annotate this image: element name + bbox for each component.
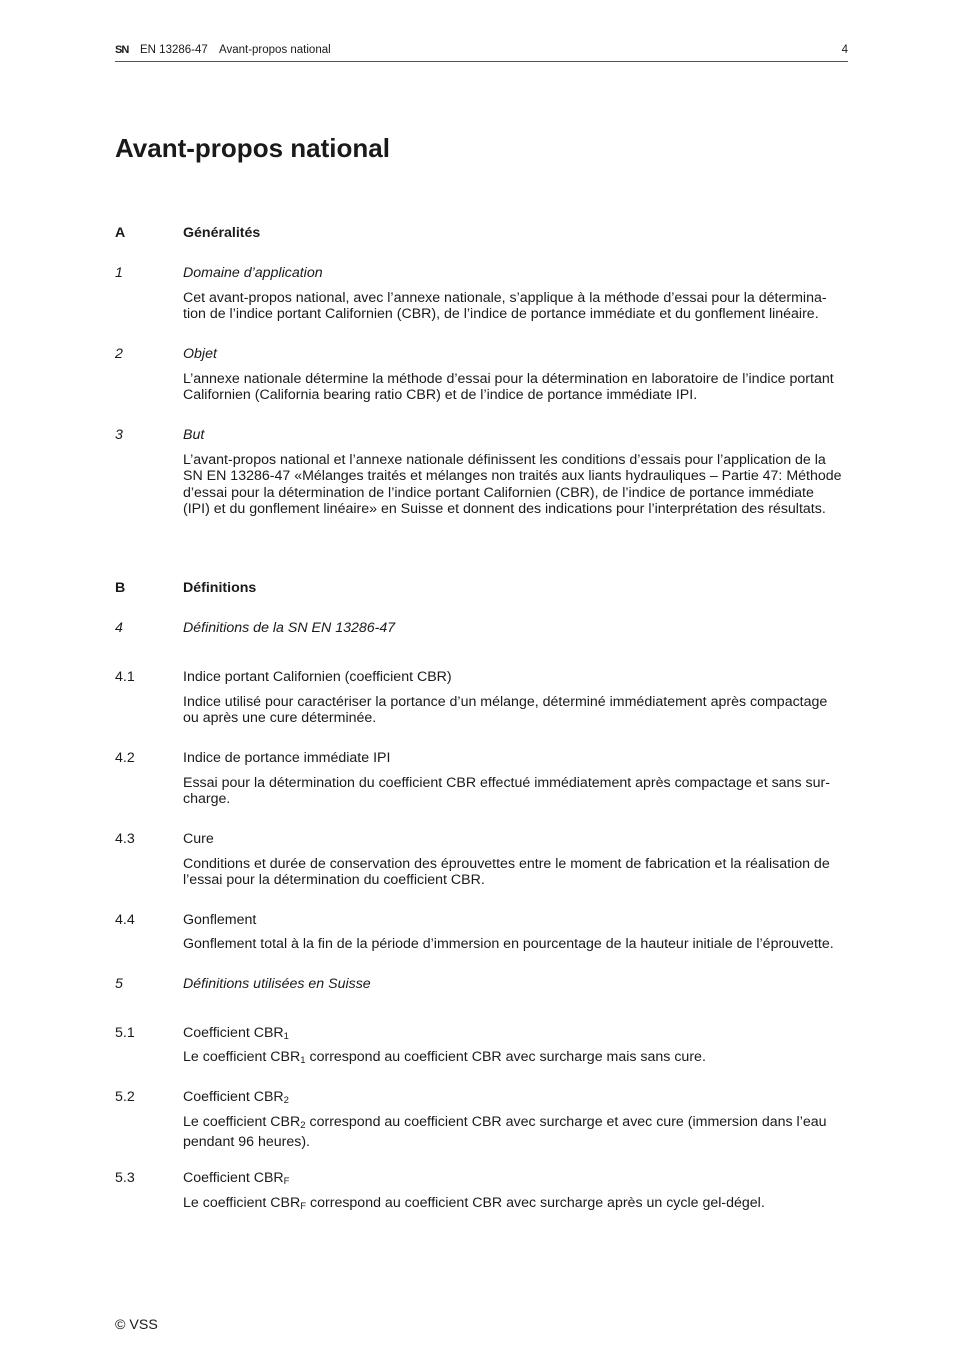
section-a-title: Généralités [183,225,261,241]
item-4-4-title: Gonflement [183,912,257,928]
item-4-4-number: 4.4 [115,912,135,928]
item-5-2-title: Coefficient $CBR_2$ [183,1089,289,1106]
item-4-3-title: Cure [183,831,214,847]
text-line: (IPI) et du gonflement linéaire» en Suisse et donnent des indications pour l’interprétation des résultats. [183,500,826,517]
text-line: L’avant-propos national et l’annexe nationale définissent les conditions d’essais pour l’application de la [183,452,826,468]
item-2-title: Objet [183,346,217,362]
item-4-3-number: 4.3 [115,831,135,847]
item-5-number: 5 [115,976,123,992]
section-b-number: B [115,580,126,596]
item-4-2-body [183,775,848,808]
item-3-body [183,452,848,517]
item-4-4-body [183,936,848,952]
item-1-body [183,290,848,323]
item-4-3-body [183,856,848,889]
item-5-3-body [183,1195,848,1215]
item-5-1-title: Coefficient $CBR_1$ [183,1025,289,1042]
item-4-1-number: 4.1 [115,669,135,685]
item-4-number: 4 [115,620,123,636]
text-line: Californien (California bearing ratio CBR) et de l’indice de portance immédiate IPI. [183,387,698,404]
item-4-1-title: Indice portant Californien (coefficient CBR) [183,669,452,685]
item-5-3-title: Coefficient $CBR_F$ [183,1170,290,1187]
header-standard: EN 13286-47 [140,44,208,56]
text-line: Le coefficient $CBR_2$ correspond au coefficient CBR avec surcharge et avec cure (immersion dans l’eau [183,1114,827,1131]
page-header [115,44,848,62]
text-line: Essai pour la détermination du coefficient CBR effectué immédiatement après compactage et sans sur- [183,775,830,791]
item-5-title: Définitions utilisées en Suisse [183,976,371,992]
text-line: ou après une cure déterminée. [183,710,377,727]
item-5-1-number: 5.1 [115,1025,135,1041]
text-line: Indice utilisé pour caractériser la portance d’un mélange, déterminé immédiatement après compactage [183,694,828,710]
text-line: Gonflement total à la fin de la période d’immersion en pourcentage de la hauteur initiale de l’éprouvette. [183,936,834,952]
item-5-2-body [183,1114,848,1151]
item-5-3-number: 5.3 [115,1170,135,1186]
section-b-title: Définitions [183,580,257,596]
item-4-1-body [183,694,848,727]
sn-logo: SN [115,44,129,56]
item-4-2-number: 4.2 [115,750,135,766]
section-a-number: A [115,225,126,241]
item-3-title: But [183,427,205,443]
item-2-number: 2 [115,346,123,362]
text-line: charge. [183,791,231,808]
page-title: Avant-propos national [115,133,390,163]
text-line: d’essai pour la détermination de l’indice portant Californien (CBR), de l’indice de portance immédiate [183,484,814,501]
item-1-number: 1 [115,265,123,281]
item-5-2-number: 5.2 [115,1089,135,1105]
item-3-number: 3 [115,427,123,443]
text-line: tion de l’indice portant Californien (CBR), de l’indice de portance immédiate et du gonflement linéaire. [183,306,819,323]
text-line: Cet avant-propos national, avec l’annexe nationale, s’applique à la méthode d’essai pour la détermina- [183,290,827,306]
text-line: SN EN 13286-47 «Mélanges traités et mélanges non traités aux liants hydrauliques – Partie 47: Méthode [183,468,842,485]
header-section: Avant-propos national [219,44,331,56]
text-line: pendant 96 heures). [183,1134,310,1151]
item-4-2-title: Indice de portance immédiate IPI [183,750,391,766]
item-1-title: Domaine d’application [183,265,323,281]
text-line: L’annexe nationale détermine la méthode d’essai pour la détermination en laboratoire de l’indice portant [183,371,834,387]
copyright-footer: © VSS [115,1317,158,1333]
item-5-1-body [183,1049,848,1069]
item-4-title: Définitions de la SN EN 13286-47 [183,620,396,636]
text-line: Conditions et durée de conservation des éprouvettes entre le moment de fabrication et la réalisation de [183,856,830,872]
page-number: 4 [841,44,848,56]
text-line: Le coefficient $CBR_F$ correspond au coefficient CBR avec surcharge après un cycle gel-dégel. [183,1195,765,1212]
text-line: Le coefficient $CBR_1$ correspond au coefficient CBR avec surcharge mais sans cure. [183,1049,706,1066]
item-2-body [183,371,848,404]
text-line: l’essai pour la détermination du coefficient CBR. [183,872,485,889]
